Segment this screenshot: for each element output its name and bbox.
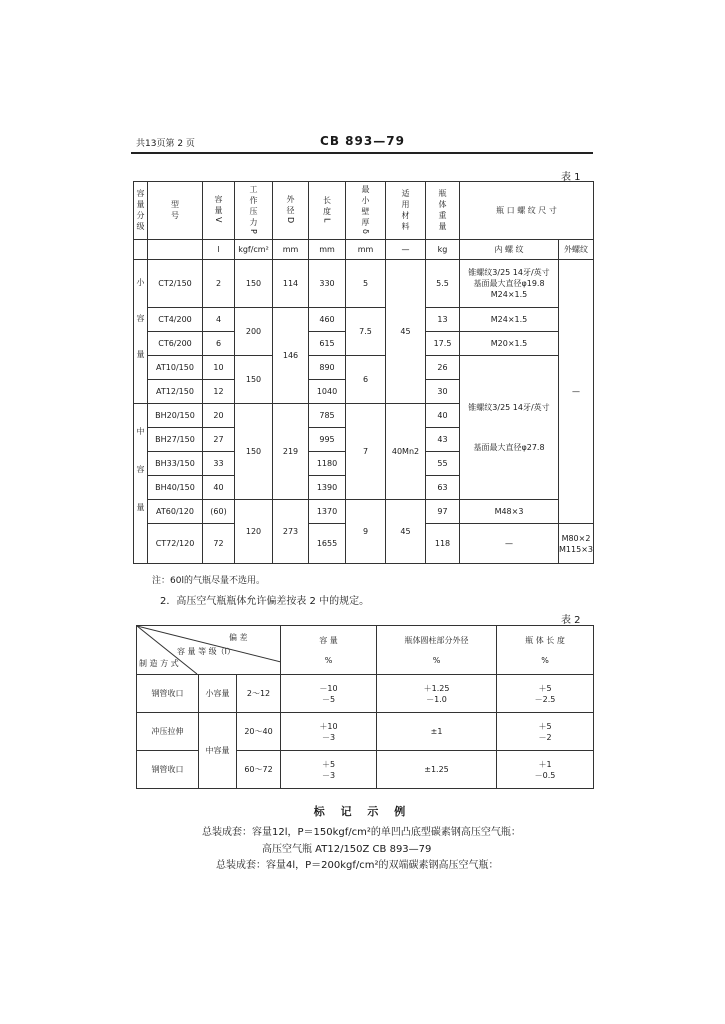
cell-material: 45 [386, 260, 426, 404]
table-row [137, 713, 594, 751]
cell-thread-inner: 锥螺纹3/25 14牙/英寸 基面最大直径φ19.8 M24×1.5 [460, 260, 559, 308]
table2-header-row [137, 626, 594, 675]
diag-capacity-grade: 容 量 等 级（l） [177, 647, 235, 656]
cell-length: 1390 [309, 476, 346, 500]
cell-weight: 97 [426, 500, 460, 524]
cell-length: 785 [309, 404, 346, 428]
cell-capacity: 4 [203, 308, 235, 332]
unit-outer: 外螺纹 [559, 240, 594, 260]
cell-weight: 40 [426, 404, 460, 428]
cell-length: 890 [309, 356, 346, 380]
unit-capacity: l [203, 240, 235, 260]
cell-wall: 9 [346, 500, 386, 564]
unit-pressure: kgf/cm² [235, 240, 273, 260]
table1-note: 注：60l的气瓶尽量不选用。 [152, 576, 265, 586]
table-row [134, 356, 594, 380]
example-line-2: 高压空气瓶 AT12/150Z CB 893—79 [262, 844, 432, 855]
cell-weight: 26 [426, 356, 460, 380]
cell-capacity: 27 [203, 428, 235, 452]
cell-thread-inner: M24×1.5 [460, 308, 559, 332]
table1-header-row [134, 182, 594, 240]
cell-len-dev: ＋5 －2 [497, 713, 594, 751]
cell-wall: 7.5 [346, 308, 386, 356]
cell-diameter: 146 [273, 308, 309, 404]
col-length: 长度L [309, 182, 346, 240]
cell-thread-inner: M48×3 [460, 500, 559, 524]
paragraph-2: 2．高压空气瓶瓶体允许偏差按表 2 中的规定。 [160, 596, 370, 607]
cell-thread-inner: — [460, 524, 559, 564]
cell-weight: 17.5 [426, 332, 460, 356]
cell-dia-dev: ±1 [377, 713, 497, 751]
col-weight: 瓶体重量 [426, 182, 460, 240]
example-title: 标 记 示 例 [313, 805, 412, 818]
cell-model: CT72/120 [148, 524, 203, 564]
cell-model: AT12/150 [148, 380, 203, 404]
page-label: 共13页第 2 页 [136, 139, 195, 149]
diag-header [137, 626, 281, 675]
cell-capacity: 2 [203, 260, 235, 308]
cell-length: 1370 [309, 500, 346, 524]
cell-wall: 7 [346, 404, 386, 500]
cell-length: 995 [309, 428, 346, 452]
cell-weight: 13 [426, 308, 460, 332]
table1-unit-row [134, 240, 594, 260]
cell-model: BH27/150 [148, 428, 203, 452]
cell-length: 1655 [309, 524, 346, 564]
cell-capacity: (60) [203, 500, 235, 524]
cell-model: BH20/150 [148, 404, 203, 428]
cell-weight: 5.5 [426, 260, 460, 308]
cell-capacity: 10 [203, 356, 235, 380]
cell-model: CT6/200 [148, 332, 203, 356]
cell-method: 钢管收口 [137, 751, 199, 789]
standard-code: CB 893—79 [320, 134, 405, 148]
unit-weight: kg [426, 240, 460, 260]
col-diameter: 外径D [273, 182, 309, 240]
cell-method: 冲压拉伸 [137, 713, 199, 751]
cell-dia-dev: ＋1.25 －1.0 [377, 675, 497, 713]
cell-diameter: 273 [273, 500, 309, 564]
cell-range: 60～72 [237, 751, 281, 789]
cell-model: CT2/150 [148, 260, 203, 308]
cell-weight: 30 [426, 380, 460, 404]
cell-capacity: 33 [203, 452, 235, 476]
cell-weight: 118 [426, 524, 460, 564]
col-material: 适用材料 [386, 182, 426, 240]
cell-pressure: 150 [235, 356, 273, 404]
cell-capacity: 72 [203, 524, 235, 564]
cell-grade: 中容量 [199, 713, 237, 789]
cell-weight: 43 [426, 428, 460, 452]
cell-dia-dev: ±1.25 [377, 751, 497, 789]
cell-weight: 63 [426, 476, 460, 500]
cell-len-dev: ＋1 －0.5 [497, 751, 594, 789]
unit-wall: mm [346, 240, 386, 260]
cell-pressure: 200 [235, 308, 273, 356]
col-cap-dev: 容 量 % [281, 626, 377, 675]
unit-inner: 内 螺 纹 [460, 240, 559, 260]
cell-cap-dev: ＋5 －3 [281, 751, 377, 789]
cell-length: 460 [309, 308, 346, 332]
cell-wall: 6 [346, 356, 386, 404]
table2 [136, 625, 594, 789]
cell-cap-dev: ＋10 －3 [281, 713, 377, 751]
diag-manufacture: 制 造 方 式 [139, 659, 179, 668]
unit-material: — [386, 240, 426, 260]
cell-thread-inner: 锥螺纹3/25 14牙/英寸 基面最大直径φ27.8 [460, 356, 559, 500]
col-category: 容量分级 [134, 182, 148, 240]
cell-thread-outer: M80×2 M115×3 [559, 524, 594, 564]
cell-length: 1180 [309, 452, 346, 476]
cell-material: 40Mn2 [386, 404, 426, 500]
table-row [134, 260, 594, 308]
unit-length: mm [309, 240, 346, 260]
col-model: 型号 [148, 182, 203, 240]
cell-capacity: 6 [203, 332, 235, 356]
unit-diameter: mm [273, 240, 309, 260]
cell-model: AT10/150 [148, 356, 203, 380]
cell-cap-dev: －10 －5 [281, 675, 377, 713]
cell-diameter: 219 [273, 404, 309, 500]
category-medium: 中容量 [134, 404, 148, 564]
cell-pressure: 150 [235, 404, 273, 500]
cell-weight: 55 [426, 452, 460, 476]
unit-category [134, 240, 148, 260]
col-len-dev: 瓶 体 长 度 % [497, 626, 594, 675]
cell-range: 2～12 [237, 675, 281, 713]
cell-length: 330 [309, 260, 346, 308]
cell-model: AT60/120 [148, 500, 203, 524]
table1 [133, 181, 594, 564]
cell-thread-inner: M20×1.5 [460, 332, 559, 356]
col-pressure: 工作压力P [235, 182, 273, 240]
cell-pressure: 150 [235, 260, 273, 308]
example-line-1: 总装成套：容量12l，P＝150kgf/cm²的单凹凸底型碳素钢高压空气瓶： [202, 827, 521, 838]
cell-capacity: 12 [203, 380, 235, 404]
col-thread: 瓶 口 螺 纹 尺 寸 [460, 182, 594, 240]
cell-model: BH33/150 [148, 452, 203, 476]
cell-pressure: 120 [235, 500, 273, 564]
unit-model [148, 240, 203, 260]
cell-wall: 5 [346, 260, 386, 308]
cell-capacity: 40 [203, 476, 235, 500]
header-rule [131, 152, 593, 154]
category-small: 小容量 [134, 260, 148, 404]
col-wall: 最小壁厚δ [346, 182, 386, 240]
col-dia-dev: 瓶体圆柱部分外径 % [377, 626, 497, 675]
example-line-3: 总装成套：容量4l，P＝200kgf/cm²的双端碳素钢高压空气瓶： [216, 860, 499, 871]
cell-len-dev: ＋5 －2.5 [497, 675, 594, 713]
cell-grade: 小容量 [199, 675, 237, 713]
table-row [137, 675, 594, 713]
cell-length: 1040 [309, 380, 346, 404]
table2-label: 表 2 [561, 615, 581, 626]
cell-length: 615 [309, 332, 346, 356]
cell-method: 钢管收口 [137, 675, 199, 713]
table-row [134, 500, 594, 524]
cell-capacity: 20 [203, 404, 235, 428]
table-row [134, 308, 594, 332]
cell-model: CT4/200 [148, 308, 203, 332]
cell-thread-outer: — [559, 260, 594, 524]
cell-model: BH40/150 [148, 476, 203, 500]
diag-deviation: 偏 差 [229, 633, 248, 642]
cell-material: 45 [386, 500, 426, 564]
table1-label: 表 1 [561, 172, 581, 183]
cell-diameter: 114 [273, 260, 309, 308]
cell-range: 20～40 [237, 713, 281, 751]
col-capacity: 容量V [203, 182, 235, 240]
